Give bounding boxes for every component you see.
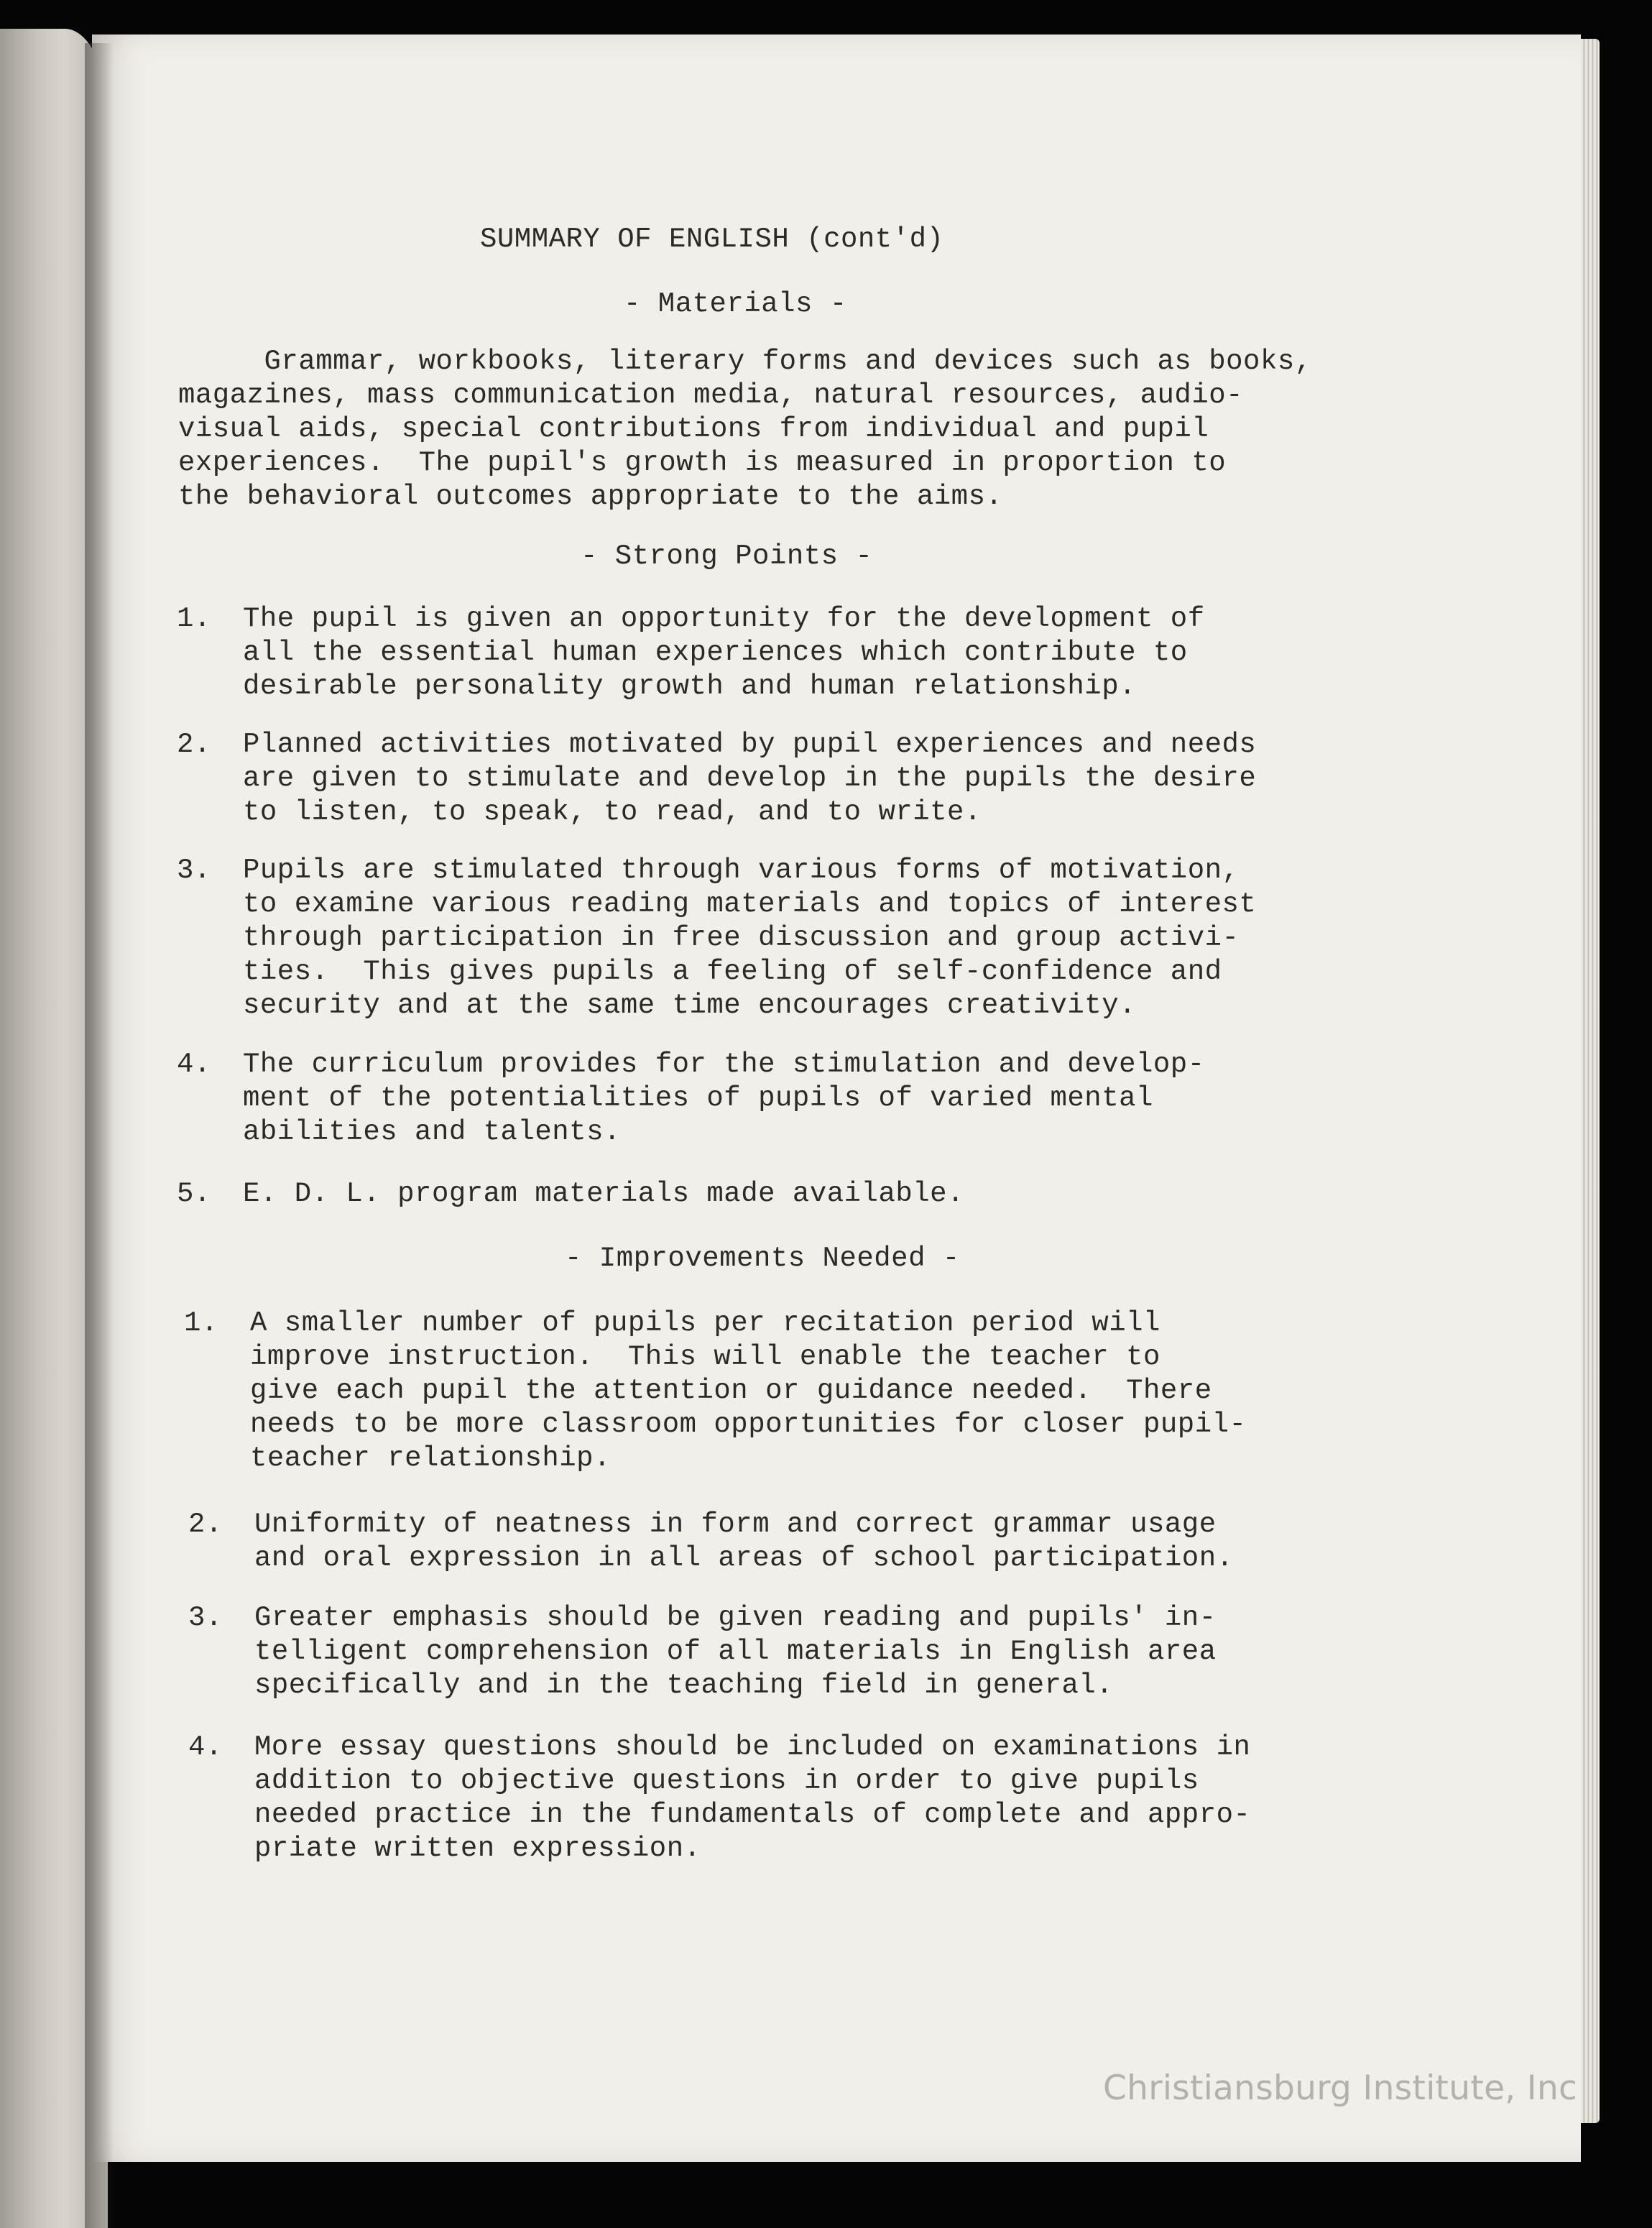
materials-line: magazines, mass communication media, natural resources, audio- [178,379,1244,411]
gutter-shadow [85,43,114,2228]
materials-line: visual aids, special contributions from individual and pupil [178,413,1209,445]
item-line: all the essential human experiences which contribute to [243,637,1188,668]
item-line: needed practice in the fundamentals of complete and appro- [254,1799,1251,1831]
item-number: 2. [177,729,211,760]
item-text [254,1601,1217,1703]
item-text [254,1731,1250,1866]
item-line: desirable personality growth and human relationship. [243,671,1136,702]
item-line: telligent comprehension of all materials in English area [254,1636,1217,1667]
item-line: E. D. L. program materials made available. [243,1178,964,1210]
improvements-heading: - Improvements Needed - [565,1243,960,1274]
item-text [254,1508,1234,1575]
document-page [92,34,1581,2162]
item-line: give each pupil the attention or guidance needed. There [250,1375,1212,1407]
item-line: security and at the same time encourages creativity. [243,990,1136,1021]
strong-points-heading: - Strong Points - [581,540,873,572]
item-number: 1. [184,1307,218,1339]
item-number: 4. [177,1049,211,1080]
item-line: to examine various reading materials and topics of interest [243,888,1257,920]
item-line: and oral expression in all areas of school participation. [254,1542,1234,1574]
item-line: More essay questions should be included on examinations in [254,1731,1251,1763]
watermark-text: Christiansburg Institute, Inc [1103,2068,1578,2108]
item-text [243,602,1205,704]
materials-paragraph [178,345,1529,514]
item-line: are given to stimulate and develop in the pupils the desire [243,763,1257,794]
item-text [243,854,1256,1023]
item-line: specifically and in the teaching field in general. [254,1670,1114,1701]
item-number: 5. [177,1178,211,1210]
item-line: improve instruction. This will enable the teacher to [250,1341,1160,1373]
item-number: 3. [188,1602,223,1634]
item-line: teacher relationship. [250,1442,611,1474]
item-text [243,728,1256,829]
item-line: to listen, to speak, to read, and to write. [243,796,982,828]
item-line: Planned activities motivated by pupil experiences and needs [243,729,1257,760]
item-line: Uniformity of neatness in form and correct grammar usage [254,1509,1217,1540]
item-text [243,1177,964,1211]
item-number: 2. [188,1509,223,1540]
item-line: Greater emphasis should be given reading and pupils' in- [254,1602,1217,1634]
materials-line: Grammar, workbooks, literary forms and devices such as books, [178,346,1312,377]
materials-line: experiences. The pupil's growth is measured in proportion to [178,447,1227,479]
item-line: abilities and talents. [243,1116,621,1148]
item-line: ment of the potentialities of pupils of varied mental [243,1082,1153,1114]
item-number: 1. [177,603,211,635]
item-line: priate written expression. [254,1833,701,1864]
materials-line: the behavioral outcomes appropriate to the aims. [178,481,1003,512]
item-text [250,1307,1246,1476]
item-line: A smaller number of pupils per recitation period will [250,1307,1160,1339]
item-line: The curriculum provides for the stimulation and develop- [243,1049,1205,1080]
item-number: 4. [188,1731,223,1763]
item-line: through participation in free discussion and group activi- [243,922,1240,954]
item-line: The pupil is given an opportunity for the development of [243,603,1205,635]
document-title: SUMMARY OF ENGLISH (cont'd) [480,224,944,255]
item-line: addition to objective questions in order to give pupils [254,1765,1199,1797]
item-text [243,1048,1205,1149]
item-line: ties. This gives pupils a feeling of self-confidence and [243,956,1222,988]
item-number: 3. [177,855,211,886]
materials-heading: - Materials - [624,288,847,320]
item-line: Pupils are stimulated through various forms of motivation, [243,855,1240,886]
item-line: needs to be more classroom opportunities for closer pupil- [250,1409,1247,1440]
